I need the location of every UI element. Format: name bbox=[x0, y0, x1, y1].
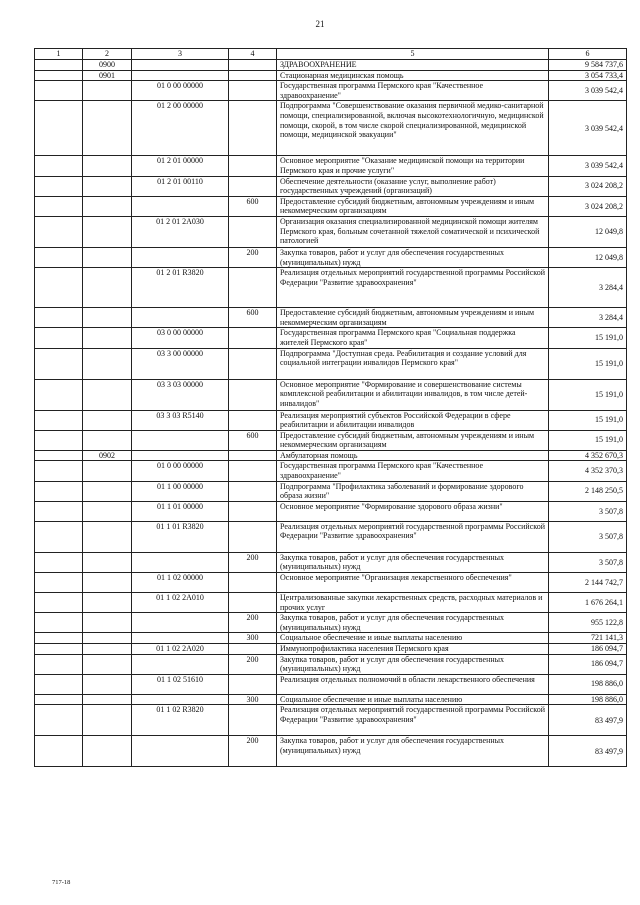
row-index-cell bbox=[35, 633, 83, 644]
row-index-cell bbox=[35, 308, 83, 328]
amount-cell: 15 191,0 bbox=[549, 328, 627, 348]
expense-type-cell bbox=[229, 101, 277, 156]
section-code-cell bbox=[83, 573, 132, 593]
amount-cell: 1 676 264,1 bbox=[549, 593, 627, 613]
item-name-cell: Централизованные закупки лекарственных средств, расходных материалов и прочих услуг bbox=[277, 593, 549, 613]
amount-cell: 12 049,8 bbox=[549, 216, 627, 247]
table-row bbox=[35, 736, 627, 767]
item-name-cell: Подпрограмма "Совершенствование оказания первичной медико-санитарной помощи, специализированной, включая высокотехнологичную, медицинской помощи, скорой, в том числе скорой специализированной, медицинской помощи, медицинской эвакуации" bbox=[277, 101, 549, 156]
section-code-cell bbox=[83, 196, 132, 216]
expense-type-cell bbox=[229, 573, 277, 593]
table-row bbox=[35, 481, 627, 501]
document-code: 717-18 bbox=[52, 879, 71, 886]
section-code-cell bbox=[83, 521, 132, 552]
row-index-cell bbox=[35, 348, 83, 379]
expense-type-cell bbox=[229, 461, 277, 481]
section-code-cell bbox=[83, 156, 132, 176]
amount-cell: 3 024 208,2 bbox=[549, 176, 627, 196]
expense-type-cell: 200 bbox=[229, 654, 277, 674]
row-index-cell bbox=[35, 573, 83, 593]
item-name-cell: Основное мероприятие "Оказание медицинской помощи на территории Пермского края и прочие услуги" bbox=[277, 156, 549, 176]
item-name-cell: Предоставление субсидий бюджетным, автономным учреждениям и иным некоммерческим организациям bbox=[277, 196, 549, 216]
table-row bbox=[35, 644, 627, 655]
amount-cell: 15 191,0 bbox=[549, 379, 627, 410]
table-row bbox=[35, 705, 627, 736]
amount-cell: 186 094,7 bbox=[549, 644, 627, 655]
row-index-cell bbox=[35, 644, 83, 655]
section-code-cell bbox=[83, 674, 132, 694]
row-index-cell bbox=[35, 410, 83, 430]
target-code-cell bbox=[132, 59, 229, 70]
section-code-cell bbox=[83, 410, 132, 430]
item-name-cell: Амбулаторная помощь bbox=[277, 450, 549, 461]
item-name-cell: Социальное обеспечение и иные выплаты населению bbox=[277, 633, 549, 644]
target-code-cell bbox=[132, 654, 229, 674]
row-index-cell bbox=[35, 501, 83, 521]
row-index-cell bbox=[35, 552, 83, 572]
table-row bbox=[35, 59, 627, 70]
target-code-cell: 01 1 02 R3820 bbox=[132, 705, 229, 736]
amount-cell: 186 094,7 bbox=[549, 654, 627, 674]
expense-type-cell bbox=[229, 176, 277, 196]
amount-cell: 9 584 737,6 bbox=[549, 59, 627, 70]
expense-type-cell bbox=[229, 156, 277, 176]
section-code-cell bbox=[83, 268, 132, 308]
target-code-cell: 01 1 02 2A010 bbox=[132, 593, 229, 613]
section-code-cell bbox=[83, 633, 132, 644]
row-index-cell bbox=[35, 430, 83, 450]
expense-type-cell bbox=[229, 81, 277, 101]
table-row bbox=[35, 633, 627, 644]
expense-type-cell bbox=[229, 501, 277, 521]
item-name-cell: Реализация мероприятий субъектов Российской Федерации в сфере реабилитации и абилитации инвалидов bbox=[277, 410, 549, 430]
row-index-cell bbox=[35, 196, 83, 216]
section-code-cell bbox=[83, 694, 132, 705]
section-code-cell bbox=[83, 348, 132, 379]
table-row bbox=[35, 101, 627, 156]
table-row bbox=[35, 593, 627, 613]
table-row bbox=[35, 613, 627, 633]
amount-cell: 15 191,0 bbox=[549, 430, 627, 450]
amount-cell: 3 039 542,4 bbox=[549, 156, 627, 176]
item-name-cell: Закупка товаров, работ и услуг для обеспечения государственных (муниципальных) нужд bbox=[277, 654, 549, 674]
item-name-cell: Закупка товаров, работ и услуг для обеспечения государственных (муниципальных) нужд bbox=[277, 552, 549, 572]
table-body bbox=[35, 49, 627, 767]
amount-cell: 3 284,4 bbox=[549, 308, 627, 328]
expense-type-cell bbox=[229, 59, 277, 70]
expense-type-cell bbox=[229, 481, 277, 501]
row-index-cell bbox=[35, 521, 83, 552]
expense-type-cell bbox=[229, 674, 277, 694]
row-index-cell bbox=[35, 674, 83, 694]
row-index-cell bbox=[35, 156, 83, 176]
expense-type-cell bbox=[229, 379, 277, 410]
amount-cell: 198 886,0 bbox=[549, 694, 627, 705]
target-code-cell bbox=[132, 694, 229, 705]
item-name-cell: Реализация отдельных полномочий в области лекарственного обеспечения bbox=[277, 674, 549, 694]
table-header-row bbox=[35, 49, 627, 60]
expense-type-cell bbox=[229, 593, 277, 613]
table-row bbox=[35, 216, 627, 247]
section-code-cell bbox=[83, 430, 132, 450]
table-row bbox=[35, 654, 627, 674]
column-header: 4 bbox=[229, 49, 277, 60]
target-code-cell bbox=[132, 633, 229, 644]
item-name-cell: Основное мероприятие "Формирование и совершенствование системы комплексной реабилитации и абилитации инвалидов, в том числе детей-инвалидов" bbox=[277, 379, 549, 410]
section-code-cell bbox=[83, 247, 132, 267]
item-name-cell: Предоставление субсидий бюджетным, автономным учреждениям и иным некоммерческим организациям bbox=[277, 308, 549, 328]
target-code-cell: 01 1 01 00000 bbox=[132, 501, 229, 521]
row-index-cell bbox=[35, 216, 83, 247]
expense-type-cell: 300 bbox=[229, 633, 277, 644]
table-row bbox=[35, 328, 627, 348]
item-name-cell: ЗДРАВООХРАНЕНИЕ bbox=[277, 59, 549, 70]
item-name-cell: Закупка товаров, работ и услуг для обеспечения государственных (муниципальных) нужд bbox=[277, 613, 549, 633]
section-code-cell bbox=[83, 736, 132, 767]
row-index-cell bbox=[35, 705, 83, 736]
expense-type-cell bbox=[229, 348, 277, 379]
item-name-cell: Реализация отдельных мероприятий государственной программы Российской Федерации "Развитие здравоохранения" bbox=[277, 268, 549, 308]
item-name-cell: Закупка товаров, работ и услуг для обеспечения государственных (муниципальных) нужд bbox=[277, 736, 549, 767]
row-index-cell bbox=[35, 654, 83, 674]
expense-type-cell: 300 bbox=[229, 694, 277, 705]
amount-cell: 3 507,8 bbox=[549, 521, 627, 552]
expense-type-cell bbox=[229, 410, 277, 430]
item-name-cell: Организация оказания специализированной медицинской помощи жителям Пермского края, больным сочетанной тяжелой соматической и психической патологией bbox=[277, 216, 549, 247]
section-code-cell bbox=[83, 328, 132, 348]
item-name-cell: Подпрограмма "Доступная среда. Реабилитация и создание условий для социальной интеграции инвалидов Пермского края" bbox=[277, 348, 549, 379]
target-code-cell: 03 3 00 00000 bbox=[132, 348, 229, 379]
item-name-cell: Предоставление субсидий бюджетным, автономным учреждениям и иным некоммерческим организациям bbox=[277, 430, 549, 450]
amount-cell: 2 148 250,5 bbox=[549, 481, 627, 501]
section-code-cell bbox=[83, 176, 132, 196]
target-code-cell: 01 1 01 R3820 bbox=[132, 521, 229, 552]
item-name-cell: Государственная программа Пермского края "Качественное здравоохранение" bbox=[277, 81, 549, 101]
item-name-cell: Обеспечение деятельности (оказание услуг, выполнение работ) государственных учреждений (организаций) bbox=[277, 176, 549, 196]
section-code-cell bbox=[83, 101, 132, 156]
expense-type-cell bbox=[229, 521, 277, 552]
row-index-cell bbox=[35, 450, 83, 461]
amount-cell: 3 039 542,4 bbox=[549, 81, 627, 101]
table-row bbox=[35, 348, 627, 379]
amount-cell: 4 352 670,3 bbox=[549, 450, 627, 461]
table-row bbox=[35, 552, 627, 572]
section-code-cell: 0902 bbox=[83, 450, 132, 461]
target-code-cell bbox=[132, 430, 229, 450]
row-index-cell bbox=[35, 694, 83, 705]
row-index-cell bbox=[35, 593, 83, 613]
table-row bbox=[35, 81, 627, 101]
table-row bbox=[35, 521, 627, 552]
row-index-cell bbox=[35, 613, 83, 633]
section-code-cell bbox=[83, 593, 132, 613]
row-index-cell bbox=[35, 247, 83, 267]
expense-type-cell: 600 bbox=[229, 430, 277, 450]
row-index-cell bbox=[35, 268, 83, 308]
row-index-cell bbox=[35, 176, 83, 196]
section-code-cell bbox=[83, 613, 132, 633]
budget-table bbox=[34, 48, 627, 767]
row-index-cell bbox=[35, 81, 83, 101]
row-index-cell bbox=[35, 481, 83, 501]
table-row bbox=[35, 379, 627, 410]
table-row bbox=[35, 674, 627, 694]
section-code-cell bbox=[83, 308, 132, 328]
section-code-cell bbox=[83, 552, 132, 572]
target-code-cell bbox=[132, 70, 229, 81]
target-code-cell bbox=[132, 308, 229, 328]
column-header: 1 bbox=[35, 49, 83, 60]
row-index-cell bbox=[35, 59, 83, 70]
item-name-cell: Реализация отдельных мероприятий государственной программы Российской Федерации "Развитие здравоохранения" bbox=[277, 705, 549, 736]
section-code-cell bbox=[83, 654, 132, 674]
target-code-cell: 01 0 00 00000 bbox=[132, 461, 229, 481]
amount-cell: 3 284,4 bbox=[549, 268, 627, 308]
column-header: 3 bbox=[132, 49, 229, 60]
section-code-cell bbox=[83, 379, 132, 410]
section-code-cell bbox=[83, 481, 132, 501]
target-code-cell: 01 2 01 R3820 bbox=[132, 268, 229, 308]
target-code-cell: 01 2 01 00000 bbox=[132, 156, 229, 176]
amount-cell: 3 039 542,4 bbox=[549, 101, 627, 156]
item-name-cell: Иммунопрофилактика населения Пермского края bbox=[277, 644, 549, 655]
expense-type-cell bbox=[229, 644, 277, 655]
target-code-cell: 03 3 03 R5140 bbox=[132, 410, 229, 430]
expense-type-cell: 200 bbox=[229, 552, 277, 572]
item-name-cell: Подпрограмма "Профилактика заболеваний и формирование здорового образа жизни" bbox=[277, 481, 549, 501]
item-name-cell: Государственная программа Пермского края "Социальная поддержка жителей Пермского края" bbox=[277, 328, 549, 348]
expense-type-cell: 600 bbox=[229, 196, 277, 216]
row-index-cell bbox=[35, 379, 83, 410]
expense-type-cell bbox=[229, 268, 277, 308]
expense-type-cell bbox=[229, 216, 277, 247]
section-code-cell bbox=[83, 461, 132, 481]
amount-cell: 198 886,0 bbox=[549, 674, 627, 694]
expense-type-cell bbox=[229, 450, 277, 461]
target-code-cell bbox=[132, 736, 229, 767]
table-row bbox=[35, 430, 627, 450]
column-header: 6 bbox=[549, 49, 627, 60]
section-code-cell: 0901 bbox=[83, 70, 132, 81]
target-code-cell: 01 2 00 00000 bbox=[132, 101, 229, 156]
target-code-cell bbox=[132, 613, 229, 633]
target-code-cell: 01 2 01 00110 bbox=[132, 176, 229, 196]
target-code-cell bbox=[132, 552, 229, 572]
table-row bbox=[35, 461, 627, 481]
target-code-cell: 03 0 00 00000 bbox=[132, 328, 229, 348]
amount-cell: 3 507,8 bbox=[549, 552, 627, 572]
table-row bbox=[35, 247, 627, 267]
section-code-cell bbox=[83, 81, 132, 101]
amount-cell: 83 497,9 bbox=[549, 705, 627, 736]
target-code-cell bbox=[132, 247, 229, 267]
section-code-cell bbox=[83, 501, 132, 521]
amount-cell: 12 049,8 bbox=[549, 247, 627, 267]
expense-type-cell: 200 bbox=[229, 736, 277, 767]
item-name-cell: Стационарная медицинская помощь bbox=[277, 70, 549, 81]
expense-type-cell: 200 bbox=[229, 613, 277, 633]
item-name-cell: Реализация отдельных мероприятий государственной программы Российской Федерации "Развитие здравоохранения" bbox=[277, 521, 549, 552]
expense-type-cell: 600 bbox=[229, 308, 277, 328]
amount-cell: 3 024 208,2 bbox=[549, 196, 627, 216]
expense-type-cell bbox=[229, 70, 277, 81]
section-code-cell bbox=[83, 216, 132, 247]
amount-cell: 3 054 733,4 bbox=[549, 70, 627, 81]
target-code-cell: 01 1 02 00000 bbox=[132, 573, 229, 593]
page-number: 21 bbox=[315, 19, 325, 29]
amount-cell: 721 141,3 bbox=[549, 633, 627, 644]
item-name-cell: Закупка товаров, работ и услуг для обеспечения государственных (муниципальных) нужд bbox=[277, 247, 549, 267]
column-header: 5 bbox=[277, 49, 549, 60]
target-code-cell: 01 2 01 2A030 bbox=[132, 216, 229, 247]
column-header: 2 bbox=[83, 49, 132, 60]
table-row bbox=[35, 308, 627, 328]
amount-cell: 83 497,9 bbox=[549, 736, 627, 767]
table-row bbox=[35, 196, 627, 216]
table-row bbox=[35, 573, 627, 593]
amount-cell: 955 122,8 bbox=[549, 613, 627, 633]
row-index-cell bbox=[35, 70, 83, 81]
item-name-cell: Основное мероприятие "Формирование здорового образа жизни" bbox=[277, 501, 549, 521]
table-row bbox=[35, 450, 627, 461]
item-name-cell: Государственная программа Пермского края "Качественное здравоохранение" bbox=[277, 461, 549, 481]
target-code-cell: 01 1 02 2A020 bbox=[132, 644, 229, 655]
table-row bbox=[35, 70, 627, 81]
amount-cell: 4 352 370,3 bbox=[549, 461, 627, 481]
amount-cell: 3 507,8 bbox=[549, 501, 627, 521]
target-code-cell: 01 1 00 00000 bbox=[132, 481, 229, 501]
amount-cell: 15 191,0 bbox=[549, 348, 627, 379]
section-code-cell bbox=[83, 644, 132, 655]
table-row bbox=[35, 176, 627, 196]
expense-type-cell bbox=[229, 705, 277, 736]
table-row bbox=[35, 268, 627, 308]
row-index-cell bbox=[35, 736, 83, 767]
target-code-cell bbox=[132, 196, 229, 216]
table-row bbox=[35, 156, 627, 176]
row-index-cell bbox=[35, 328, 83, 348]
expense-type-cell: 200 bbox=[229, 247, 277, 267]
item-name-cell: Основное мероприятие "Организация лекарственного обеспечения" bbox=[277, 573, 549, 593]
item-name-cell: Социальное обеспечение и иные выплаты населению bbox=[277, 694, 549, 705]
expense-type-cell bbox=[229, 328, 277, 348]
target-code-cell: 03 3 03 00000 bbox=[132, 379, 229, 410]
target-code-cell bbox=[132, 450, 229, 461]
row-index-cell bbox=[35, 101, 83, 156]
target-code-cell: 01 0 00 00000 bbox=[132, 81, 229, 101]
amount-cell: 2 144 742,7 bbox=[549, 573, 627, 593]
section-code-cell bbox=[83, 705, 132, 736]
row-index-cell bbox=[35, 461, 83, 481]
section-code-cell: 0900 bbox=[83, 59, 132, 70]
table-row bbox=[35, 410, 627, 430]
table-row bbox=[35, 501, 627, 521]
target-code-cell: 01 1 02 51610 bbox=[132, 674, 229, 694]
amount-cell: 15 191,0 bbox=[549, 410, 627, 430]
table-row bbox=[35, 694, 627, 705]
